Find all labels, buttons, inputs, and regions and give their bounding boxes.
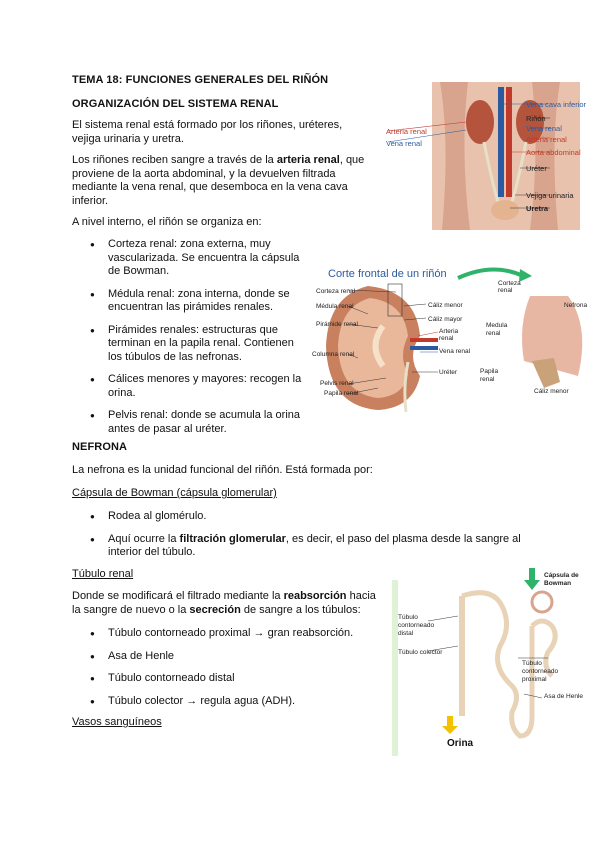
label: Túbulo colector <box>398 649 443 656</box>
label: Vena renal <box>386 139 422 148</box>
list-item: ● Aquí ocurre la filtración glomerular, es decir, el paso del plasma desde la sangre al interior del túbulo. <box>108 533 538 560</box>
label: Vena cava inferior <box>526 100 587 109</box>
label: Papila renal <box>324 390 359 397</box>
list-organizacion <box>108 238 308 436</box>
paragraph-nivel-interno: A nivel interno, el riñón se organiza en: <box>72 216 262 228</box>
label: Vejiga urinaria <box>526 191 574 200</box>
section-heading-nefrona: NEFRONA <box>72 441 128 453</box>
figure-sistema-urinario <box>380 82 590 230</box>
subheading-capsula: Cápsula de Bowman (cápsula glomerular) <box>72 487 277 499</box>
label: Médula renal <box>316 303 354 310</box>
label: Uréter <box>439 369 458 376</box>
list-item: ● Corteza renal: zona externa, muy vascularizada. Se encuentra la cápsula de Bowman. <box>108 238 308 279</box>
list-item: ● Pelvis renal: donde se acumula la orina antes de pasar al uréter. <box>108 409 308 436</box>
list-item: ● Pirámides renales: estructuras que terminan en la papila renal. Contienen los túbulos de las nefronas. <box>108 324 308 365</box>
label: Arteria renal <box>386 127 427 136</box>
label: Medula renal <box>486 322 508 337</box>
label: Orina <box>447 738 474 749</box>
subheading-vasos: Vasos sanguíneos <box>72 716 162 728</box>
label: Cáliz menor <box>534 388 569 395</box>
subheading-tubulo: Túbulo renal <box>72 568 134 580</box>
label: Uretra <box>526 204 549 213</box>
label: Columna renal <box>312 351 355 358</box>
page-title: TEMA 18: FUNCIONES GENERALES DEL RIÑÓN <box>72 74 329 86</box>
label: Túbulo contorneado proximal <box>522 660 559 683</box>
paragraph-riego: Los riñones reciben sangre a través de la arteria renal, que proviene de la aorta abdominal, y la devuelven filtrada mediante la vena renal, que desemboca en la vena cava inferior. <box>72 154 365 207</box>
list-item: ● Médula renal: zona interna, donde se encuentran las pirámides renales. <box>108 288 308 315</box>
list-item: ● Rodea al glomérulo. <box>108 510 538 524</box>
paragraph-sistema-renal: El sistema renal está formado por los riñones, uréteres, vejiga urinaria y uretra. <box>72 119 343 145</box>
label: Arteria renal <box>526 135 567 144</box>
list-item: ● Cálices menores y mayores: recogen la orina. <box>108 373 308 400</box>
label: Pirámide renal <box>316 321 358 328</box>
label: Pelvis renal <box>320 380 354 387</box>
section-heading-organizacion: ORGANIZACIÓN DEL SISTEMA RENAL <box>72 98 279 110</box>
label: Vena renal <box>526 124 562 133</box>
label: Corteza renal <box>316 288 356 295</box>
label: Uréter <box>526 164 547 173</box>
label: Cáliz menor <box>428 302 463 309</box>
list-capsula <box>108 510 538 560</box>
list-tubulo <box>108 627 398 708</box>
label: Cápsula de Bowman <box>544 572 579 587</box>
label: Vena renal <box>439 348 471 355</box>
label: Cáliz mayor <box>428 316 463 323</box>
label: Nefrona <box>564 302 588 309</box>
figure-title: Corte frontal de un riñón <box>328 268 447 280</box>
list-item: ● Túbulo contorneado distal <box>108 672 398 686</box>
label: Corteza renal <box>498 280 521 294</box>
label: Papila renal <box>480 368 499 383</box>
label: Asa de Henle <box>544 693 584 700</box>
label: Arteria renal <box>439 328 459 342</box>
list-item: ● Túbulo colector → regula agua (ADH). <box>108 695 398 709</box>
list-item: ● Asa de Henle <box>108 650 398 664</box>
paragraph-tubulo: Donde se modificará el filtrado mediante la reabsorción hacia la sangre de nuevo o la secreción de sangre a los túbulos: <box>72 590 376 616</box>
paragraph-nefrona: La nefrona es la unidad funcional del riñón. Está formada por: <box>72 464 373 476</box>
figure-nefrona <box>392 566 592 756</box>
label: Aorta abdominal <box>526 148 581 157</box>
list-item: ● Túbulo contorneado proximal → gran reabsorción. <box>108 627 398 641</box>
label: Túbulo contorneado distal <box>398 614 435 637</box>
figure-corte-rinon <box>308 266 594 412</box>
label: Riñón <box>526 114 546 123</box>
